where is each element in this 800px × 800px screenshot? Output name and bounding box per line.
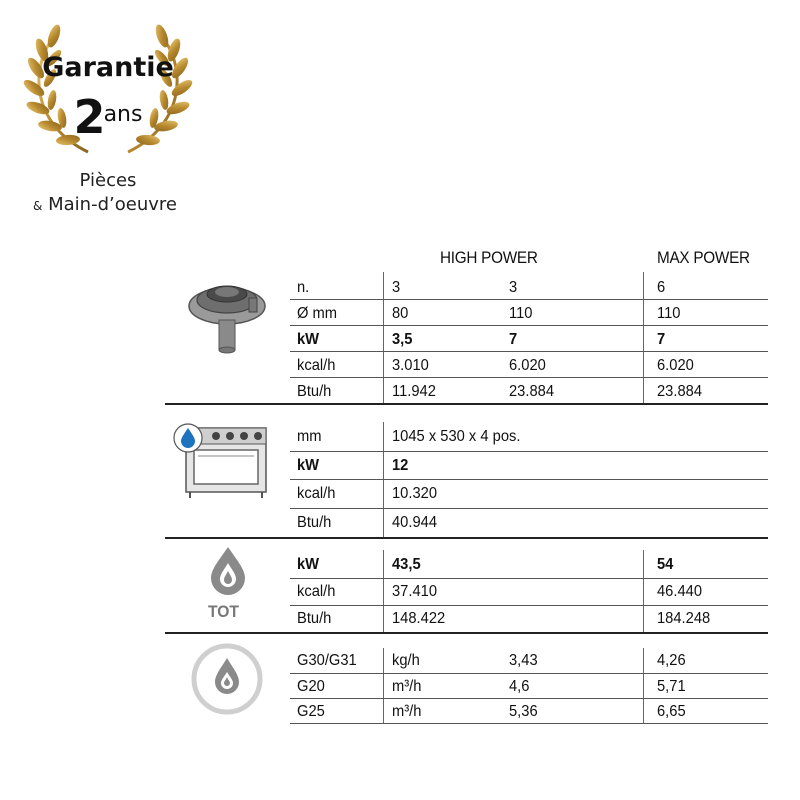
header-high-power: HIGH POWER (440, 248, 538, 267)
total-row-label: Btu/h (297, 610, 332, 627)
oven-cell: 1045 x 530 x 4 pos. (392, 428, 521, 445)
warranty-title: Garantie (42, 52, 174, 83)
section-divider (165, 537, 768, 539)
separator (643, 550, 644, 632)
oven-row-label: kcal/h (297, 485, 336, 502)
oven-cell: 12 (392, 457, 409, 474)
total-icon-label: TOT (208, 602, 239, 621)
burner-row-label: Btu/h (297, 383, 332, 400)
burner-row-label: kcal/h (297, 357, 336, 374)
burner-row-label: n. (297, 279, 310, 296)
burner-cell: 110 (657, 305, 681, 322)
warranty-line2-text: Main-d’oeuvre (48, 194, 177, 215)
total-cell: 46.440 (657, 583, 703, 600)
header-max-power: MAX POWER (657, 248, 750, 267)
burner-cell: 6 (657, 279, 666, 296)
burner-cell: 6.020 (657, 357, 694, 374)
burner-cell: 11.942 (392, 383, 436, 400)
burner-cell: 80 (392, 305, 409, 322)
oven-row-label: mm (297, 428, 322, 445)
warranty-line2 (0, 194, 210, 215)
gas-cell: 4,6 (509, 678, 530, 695)
warranty-years (18, 90, 198, 144)
separator (383, 648, 384, 723)
oven-cell: 10.320 (392, 485, 438, 502)
burner-row-label: kW (297, 331, 320, 348)
burner-row-label: Ø mm (297, 305, 338, 322)
gas-unit: kg/h (392, 652, 420, 669)
row-line (290, 377, 768, 378)
row-line (290, 299, 768, 300)
total-cell: 43,5 (392, 556, 421, 573)
row-line (290, 605, 768, 606)
gas-row-label: G30/G31 (297, 652, 357, 669)
burner-cell: 7 (657, 331, 666, 348)
gas-unit: m³/h (392, 703, 422, 720)
burner-cell: 23.884 (657, 383, 703, 400)
gas-flame-icon (205, 545, 251, 597)
burner-cell: 3,5 (392, 331, 413, 348)
gas-cell: 4,26 (657, 652, 686, 669)
warranty-years-number: 2 (73, 90, 106, 144)
row-line (290, 698, 768, 699)
separator (643, 272, 644, 403)
burner-cell: 7 (509, 331, 518, 348)
section-divider (165, 403, 768, 405)
warranty-years-word: ans (103, 102, 143, 127)
burner-cell: 3 (509, 279, 518, 296)
total-cell: 54 (657, 556, 674, 573)
gas-cell: 5,36 (509, 703, 538, 720)
burner-cell: 3 (392, 279, 401, 296)
total-cell: 148.422 (392, 610, 446, 627)
gas-unit: m³/h (392, 678, 422, 695)
total-row-label: kW (297, 556, 320, 573)
gas-consumption-icon (190, 642, 264, 716)
gas-cell: 6,65 (657, 703, 686, 720)
burner-cell: 3.010 (392, 357, 429, 374)
row-line (290, 673, 768, 674)
oven-cell: 40.944 (392, 514, 438, 531)
gas-cell: 3,43 (509, 652, 538, 669)
total-cell: 184.248 (657, 610, 711, 627)
warranty-ampersand: & (33, 199, 43, 213)
row-line (290, 508, 768, 509)
row-line (290, 451, 768, 452)
row-line (290, 325, 768, 326)
warranty-line1: Pièces (79, 170, 137, 191)
row-line (290, 479, 768, 480)
separator (383, 272, 384, 403)
section-divider (165, 632, 768, 634)
burner-cell: 6.020 (509, 357, 546, 374)
gas-row-label: G25 (297, 703, 325, 720)
burner-icon (185, 270, 270, 360)
oven-row-label: kW (297, 457, 320, 474)
burner-cell: 110 (509, 305, 533, 322)
separator (643, 648, 644, 723)
row-line (290, 578, 768, 579)
oven-icon (172, 420, 268, 500)
gas-cell: 5,71 (657, 678, 686, 695)
oven-row-label: Btu/h (297, 514, 332, 531)
row-line (290, 723, 768, 724)
separator (383, 550, 384, 632)
gas-row-label: G20 (297, 678, 325, 695)
total-row-label: kcal/h (297, 583, 336, 600)
total-cell: 37.410 (392, 583, 438, 600)
warranty-badge (18, 14, 198, 164)
row-line (290, 351, 768, 352)
burner-cell: 23.884 (509, 383, 555, 400)
